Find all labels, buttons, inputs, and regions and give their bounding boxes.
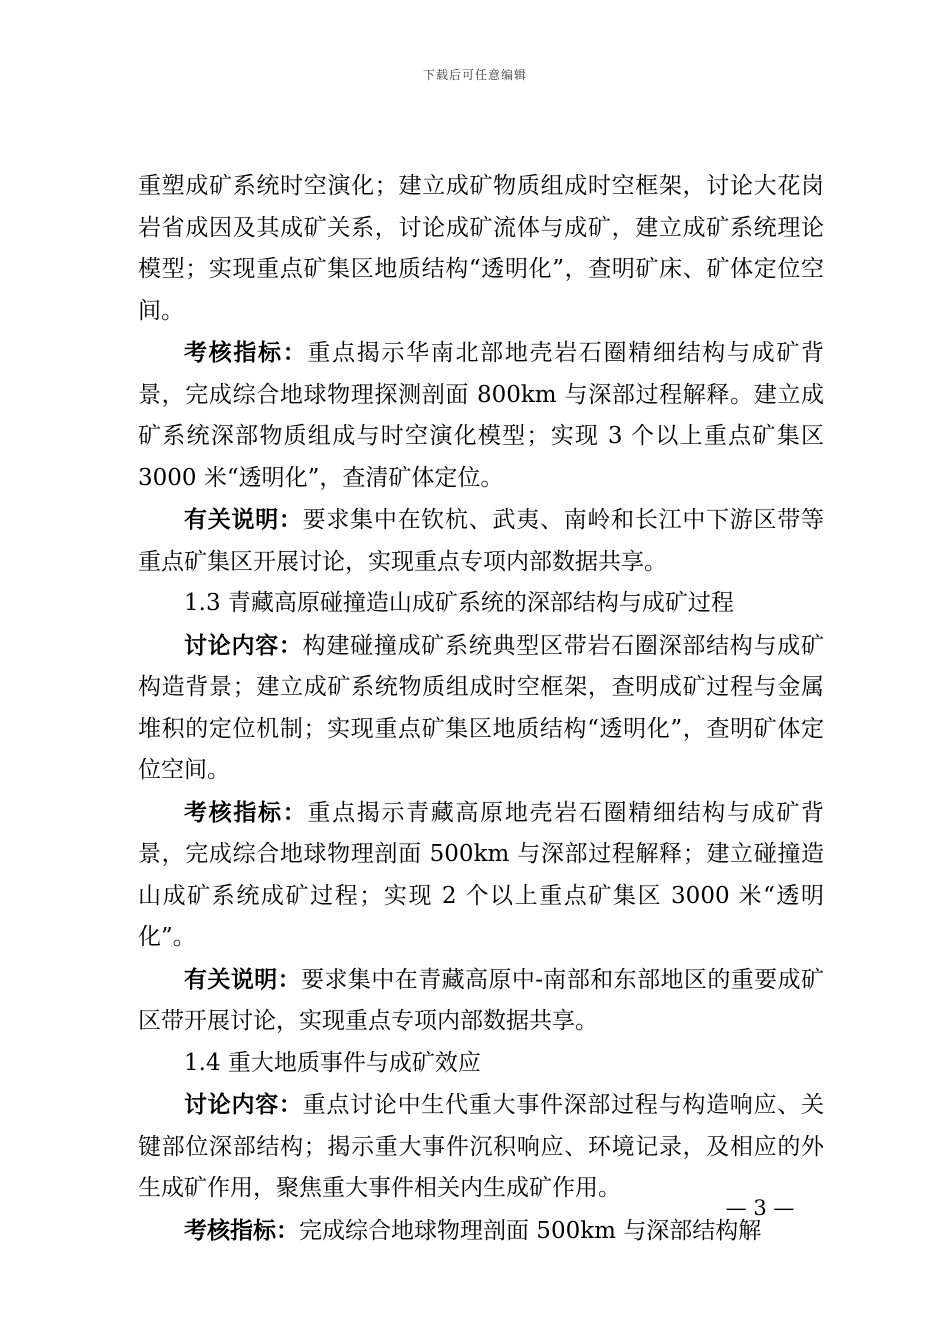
paragraph-assessment-south-china (138, 332, 824, 499)
document-body (138, 166, 824, 1252)
content-label: 讨论内容： (184, 631, 303, 659)
content-text: 构建碰撞成矿系统典型区带岩石圈深部结构与成矿构造背景；建立成矿系统物质组成时空框架，查明成矿过程与金属堆积的定位机制；实现重点矿集区地质结构“透明化”，查明矿体定位空间。 (138, 632, 825, 783)
section-heading-1-4: 1.4 重大地质事件与成矿效应 (184, 1049, 481, 1076)
section-heading-1-3: 1.3 青藏高原碰撞造山成矿系统的深部结构与成矿过程 (184, 590, 734, 616)
notes-text: 要求集中在青藏高原中-南部和东部地区的重要成矿区带开展讨论，实现重点专项内部数据共享。 (138, 966, 824, 1034)
notes-text: 要求集中在钦杭、武夷、南岭和长江中下游区带等重点矿集区开展讨论，实现重点专项内部数据共享。 (138, 507, 825, 575)
paragraph-notes-tibet (138, 959, 824, 1043)
assessment-text: 重点揭示青藏高原地壳岩石圈精细结构与成矿背景，完成综合地球物理剖面 500km 与深部过程解释；建立碰撞造山成矿系统成矿过程；实现 2 个以上重点矿集区 3000 米“透明化”。 (138, 799, 825, 950)
assessment-text: 完成综合地球物理剖面 500km 与深部结构解 (299, 1217, 762, 1244)
content-label: 讨论内容： (184, 1091, 303, 1118)
assessment-label: 考核指标： (184, 1216, 299, 1244)
assessment-label: 考核指标： (184, 339, 308, 366)
paragraph-content-tibet (138, 625, 824, 792)
assessment-text: 重点揭示华南北部地壳岩石圈精细结构与成矿背景，完成综合地球物理探测剖面 800km 与深部过程解释。建立成矿系统深部物质组成与时空演化模型；实现 3 个以上重点矿集区 3000 米“透明化”，查清矿体定位。 (138, 340, 825, 491)
content-text: 重点讨论中生代重大事件深部过程与构造响应、关键部位深部结构；揭示重大事件沉积响应、环境记录，及相应的外生成矿作用，聚焦重大事件相关内生成矿作用。 (138, 1092, 825, 1201)
paragraph-content-major-events (138, 1084, 824, 1210)
page-number: — 3 — (725, 1196, 795, 1220)
paragraph-continued: 重塑成矿系统时空演化；建立成矿物质组成时空框架，讨论大花岗岩省成因及其成矿关系，讨论成矿流体与成矿，建立成矿系统理论模型；实现重点矿集区地质结构“透明化”，查明矿床、矿体定位空间。 (138, 173, 824, 324)
paragraph-notes-south-china (138, 499, 824, 583)
assessment-label: 考核指标： (184, 798, 308, 826)
notes-label: 有关说明： (184, 506, 303, 533)
notes-label: 有关说明： (184, 965, 302, 993)
page-header-note: 下载后可任意编辑 (422, 68, 527, 82)
paragraph-assessment-tibet (138, 792, 824, 959)
